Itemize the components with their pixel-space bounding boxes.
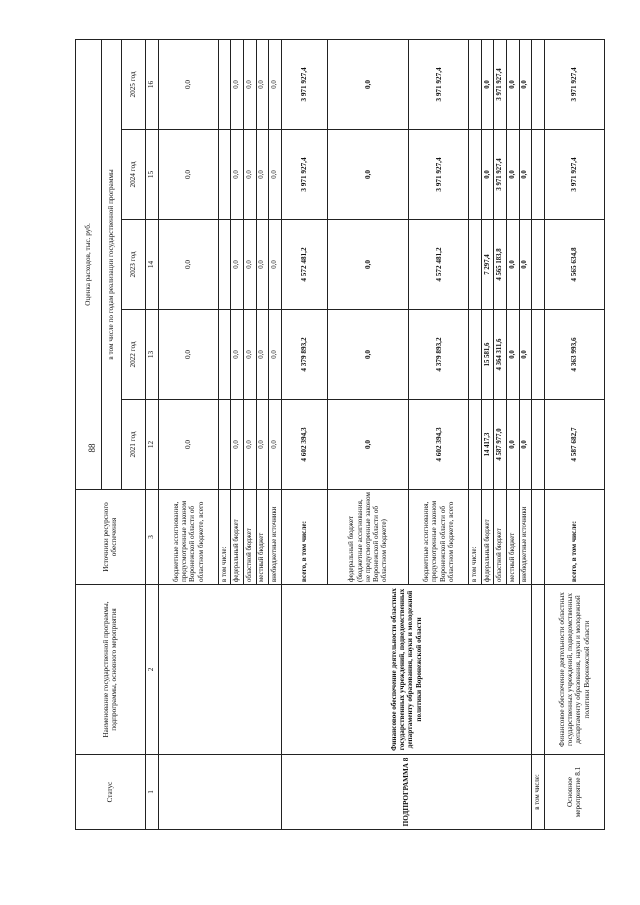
table-cell: 0,0 xyxy=(519,310,532,400)
table-cell: 0,0 xyxy=(256,39,269,129)
total-label: всего, в том числе: xyxy=(281,490,327,585)
table-cell: 0,0 xyxy=(269,130,282,220)
table-cell: 3 971 927,4 xyxy=(494,39,507,129)
table-cell: 4 565 634,8 xyxy=(544,220,604,310)
row-label: федеральный бюджет xyxy=(481,490,494,585)
table-cell: 0,0 xyxy=(519,39,532,129)
table-cell: 0,0 xyxy=(243,220,256,310)
table-cell: 3 971 927,4 xyxy=(544,39,604,129)
table-cell: 0,0 xyxy=(481,130,494,220)
table-cell: 0,0 xyxy=(158,400,218,490)
table-cell: 0,0 xyxy=(269,400,282,490)
header-year: 2025 год xyxy=(122,39,145,129)
regional-assign-label: бюджетные ассигнования, предусмотренные законом Воронежской области об областном бюджете, всего xyxy=(409,490,469,585)
table-cell: 0,0 xyxy=(231,130,244,220)
table-cell: 0,0 xyxy=(256,130,269,220)
table-cell: 0,0 xyxy=(243,310,256,400)
table-cell: 3 971 927,4 xyxy=(494,130,507,220)
table-cell: 0,0 xyxy=(269,310,282,400)
table-cell: 3 971 927,4 xyxy=(409,39,469,129)
table-cell: 0,0 xyxy=(519,400,532,490)
table-cell: 4 587 977,0 xyxy=(494,400,507,490)
empty-status-cell xyxy=(158,755,281,830)
table-cell: 7 297,4 xyxy=(481,220,494,310)
budget-table-sheet xyxy=(75,40,605,830)
table-cell: 4 565 183,8 xyxy=(494,220,507,310)
table-cell: 0,0 xyxy=(243,130,256,220)
subprogram-status: ПОДПРОГРАММА 8 xyxy=(281,755,531,830)
header-year: 2022 год xyxy=(122,310,145,400)
empty-name-cell xyxy=(158,585,281,755)
subprogram-name: Финансовое обеспечение деятельности областных государственных учреждений, подведомственных департаменту образования, науки и молодежной политики Воронежской области xyxy=(281,585,531,755)
table-cell: 0,0 xyxy=(231,220,244,310)
header-by-years: в том числе по годам реализации государственной программы xyxy=(101,39,122,489)
table-cell: 0,0 xyxy=(327,39,408,129)
table-cell: 0,0 xyxy=(506,310,519,400)
table-cell: 0,0 xyxy=(506,39,519,129)
table-cell: 0,0 xyxy=(327,130,408,220)
header-program-name: Наименование государственной программы, подпрограммы, основного мероприятия xyxy=(76,585,146,755)
table-cell: 0,0 xyxy=(231,39,244,129)
table-cell: 4 602 394,3 xyxy=(281,400,327,490)
col-number: 3 xyxy=(145,490,158,585)
including-label: в том числе: xyxy=(532,755,545,830)
header-year: 2021 год xyxy=(122,400,145,490)
table-cell: 0,0 xyxy=(519,220,532,310)
table-cell: 0,0 xyxy=(327,310,408,400)
table-cell: 0,0 xyxy=(256,400,269,490)
table-cell: 0,0 xyxy=(506,400,519,490)
sub-label: в том числе: xyxy=(469,490,482,585)
row-label: областной бюджет xyxy=(243,490,256,585)
table-cell: 0,0 xyxy=(269,39,282,129)
header-year: 2023 год xyxy=(122,220,145,310)
table-cell: 4 587 682,7 xyxy=(544,400,604,490)
col-number: 12 xyxy=(145,400,158,490)
table-cell: 0,0 xyxy=(243,39,256,129)
table-cell: 4 572 481,2 xyxy=(281,220,327,310)
table-cell: 0,0 xyxy=(158,310,218,400)
table-cell: 0,0 xyxy=(481,39,494,129)
header-estimate: Оценка расходов, тыс. руб. xyxy=(76,39,102,489)
table-cell: 0,0 xyxy=(506,130,519,220)
col-number: 2 xyxy=(145,585,158,755)
col-number: 16 xyxy=(145,39,158,129)
table-cell: 0,0 xyxy=(231,310,244,400)
event-name: Финансовое обеспечение деятельности областных государственных учреждений, подведомственных департаменту образования, науки и молодежной политики Воронежской области xyxy=(544,585,604,755)
table-cell: 3 971 927,4 xyxy=(281,130,327,220)
table-cell: 0,0 xyxy=(243,400,256,490)
table-cell: 14 417,3 xyxy=(481,400,494,490)
col-number: 15 xyxy=(145,130,158,220)
row-label: местный бюджет xyxy=(506,490,519,585)
table-cell: 3 971 927,4 xyxy=(281,39,327,129)
table-cell: 4 364 311,6 xyxy=(494,310,507,400)
table-cell: 0,0 xyxy=(256,220,269,310)
col-number: 14 xyxy=(145,220,158,310)
table-cell: 0,0 xyxy=(519,130,532,220)
table-cell: 0,0 xyxy=(158,39,218,129)
table-cell: 0,0 xyxy=(158,220,218,310)
table-cell: 0,0 xyxy=(506,220,519,310)
row-label: местный бюджет xyxy=(256,490,269,585)
table-cell: 0,0 xyxy=(231,400,244,490)
table-cell: 4 572 481,2 xyxy=(409,220,469,310)
col-number: 1 xyxy=(145,755,158,830)
table-cell: 4 363 993,6 xyxy=(544,310,604,400)
budget-table xyxy=(75,39,605,830)
table-cell: 15 581,6 xyxy=(481,310,494,400)
table-cell: 0,0 xyxy=(256,310,269,400)
header-status: Статус xyxy=(76,755,146,830)
page-number: 88 xyxy=(87,443,97,453)
event-status: Основное мероприятие 8.1 xyxy=(544,755,604,830)
row-label: внебюджетные источники xyxy=(519,490,532,585)
federal-assign-label: федеральный бюджет (бюджетные ассигнования, не предусмотренные законом Воронежской области об областном бюджете) xyxy=(327,490,408,585)
table-cell: 4 379 893,2 xyxy=(281,310,327,400)
header-resource: Источники ресурсного обеспечения xyxy=(76,490,146,585)
table-cell: 4 602 394,3 xyxy=(409,400,469,490)
table-cell: 3 971 927,4 xyxy=(544,130,604,220)
sub-label: в том числе: xyxy=(218,490,231,585)
event-total-label: всего, в том числе: xyxy=(544,490,604,585)
col-number: 13 xyxy=(145,310,158,400)
table-cell: 3 971 927,4 xyxy=(409,130,469,220)
table-cell: 4 379 893,2 xyxy=(409,310,469,400)
row-label: областной бюджет xyxy=(494,490,507,585)
header-year: 2024 год xyxy=(122,130,145,220)
table-cell: 0,0 xyxy=(269,220,282,310)
table-cell: 0,0 xyxy=(327,400,408,490)
table-cell: 0,0 xyxy=(327,220,408,310)
row-label: федеральный бюджет xyxy=(231,490,244,585)
top-source-label: бюджетные ассигнования, предусмотренные законом Воронежской области об областном бюджете, всего xyxy=(158,490,218,585)
row-label: внебюджетные источники xyxy=(269,490,282,585)
table-cell: 0,0 xyxy=(158,130,218,220)
